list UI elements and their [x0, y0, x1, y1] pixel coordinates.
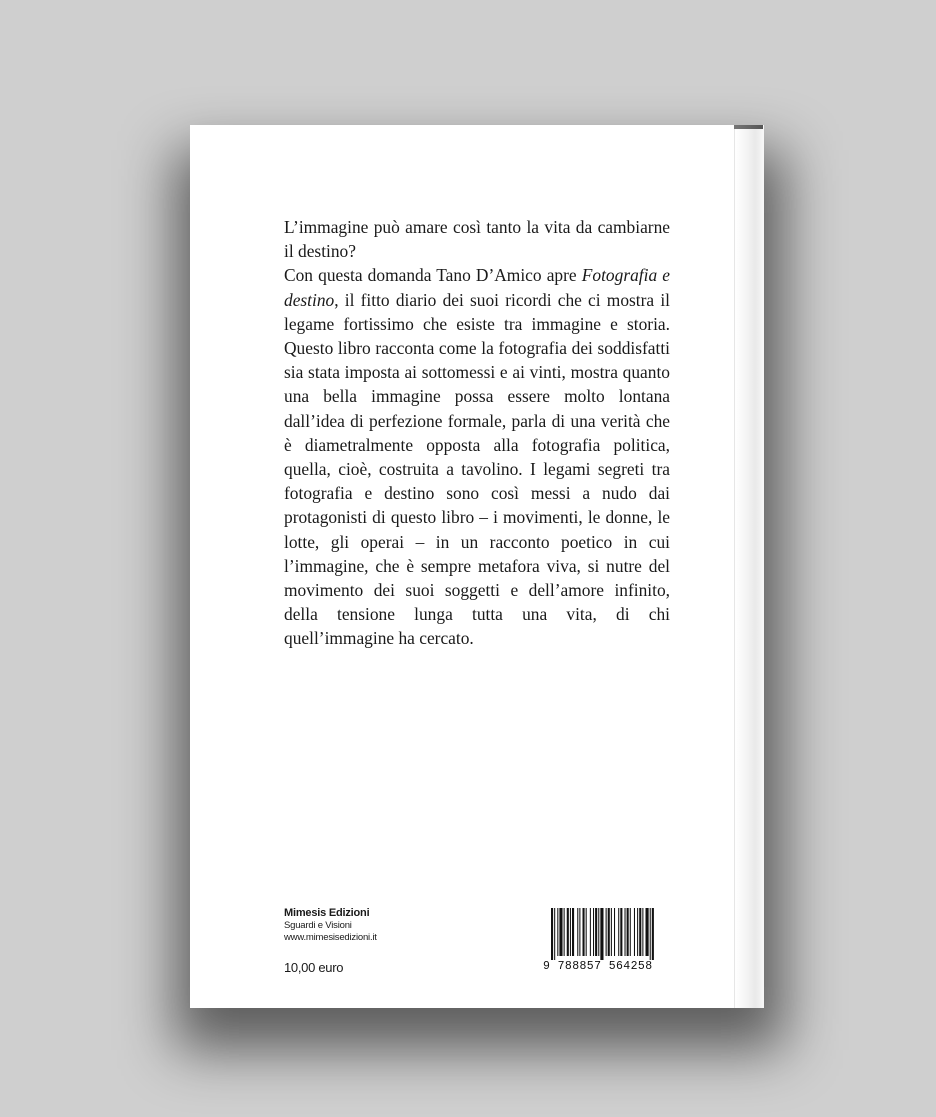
barcode-bar [600, 908, 603, 960]
blurb-body [284, 263, 670, 650]
barcode-bars [543, 908, 669, 960]
barcode-bar [646, 908, 649, 956]
barcode-bar [639, 908, 641, 956]
barcode-bar [583, 908, 585, 956]
barcode-bar [590, 908, 591, 956]
barcode-bar [642, 908, 643, 956]
barcode-bar [606, 908, 607, 956]
barcode-bar [570, 908, 571, 956]
barcode-bar [577, 908, 578, 956]
barcode-bar [637, 908, 638, 956]
barcode-bar [559, 908, 562, 956]
barcode-bar [630, 908, 631, 956]
barcode-bar [620, 908, 622, 956]
back-cover-blurb [284, 215, 670, 651]
barcode-bar [611, 908, 612, 956]
barcode-bar [564, 908, 565, 956]
barcode-bar [608, 908, 610, 956]
barcode-bar [586, 908, 587, 956]
barcode-bar [593, 908, 594, 956]
barcode-bar [567, 908, 569, 956]
publisher-name: Mimesis Edizioni [284, 907, 370, 919]
isbn-barcode [543, 908, 669, 978]
barcode-bar [554, 908, 555, 960]
book-top-edge [734, 125, 763, 129]
price-label: 10,00 euro [284, 960, 344, 975]
barcode-bar [557, 908, 558, 956]
blurb-body-rest: , il fitto diario dei suoi ricordi che ci mostra il legame fortissimo che esiste tra immagine e storia. Questo libro racconta come la fotografia dei soddisfatti sia stata imposta ai sottomessi e ai vinti, mostra quanto una bella immagine possa essere molto lontana dall’idea di perfezione formale, parla di una verità che è diametralmente opposta alla fotografia politica, quella, cioè, costruita a tavolino. I legami segreti tra fotografia e destino sono così messi a nudo dai protagonisti di questo libro – i movimenti, le donne, le lotte, gli operai – in un racconto poetico in cui l’immagine, che è sempre metafora viva, si nutre del movimento dei suoi soggetti e dell’amore infinito, della tensione lunga tutta una vita, di chi quell’immagine ha cercato. [284, 289, 670, 649]
publisher-series: Sguardi e Visioni [284, 920, 352, 931]
barcode-bar [551, 908, 553, 960]
blurb-body-intro: Con questa domanda Tano D’Amico apre [284, 265, 582, 286]
publisher-url: www.mimesisedizioni.it [284, 932, 377, 943]
barcode-bar [579, 908, 580, 956]
isbn-number: 9 788857 564258 [543, 960, 653, 973]
barcode-bar [627, 908, 629, 956]
barcode-bar [650, 908, 651, 960]
book-spine-edge [734, 125, 764, 1008]
barcode-bar [614, 908, 615, 956]
book-title-italic: Fotografia e destino [284, 265, 670, 310]
barcode-bar [625, 908, 626, 956]
barcode-bar [618, 908, 619, 956]
barcode-bar [634, 908, 635, 956]
barcode-bar [652, 908, 654, 960]
blurb-question: L’immagine può amare così tanto la vita da cambiarne il destino? [284, 217, 670, 262]
barcode-bar [572, 908, 574, 956]
barcode-bar [598, 908, 599, 956]
publisher-block [284, 906, 377, 944]
barcode-bar [595, 908, 597, 956]
